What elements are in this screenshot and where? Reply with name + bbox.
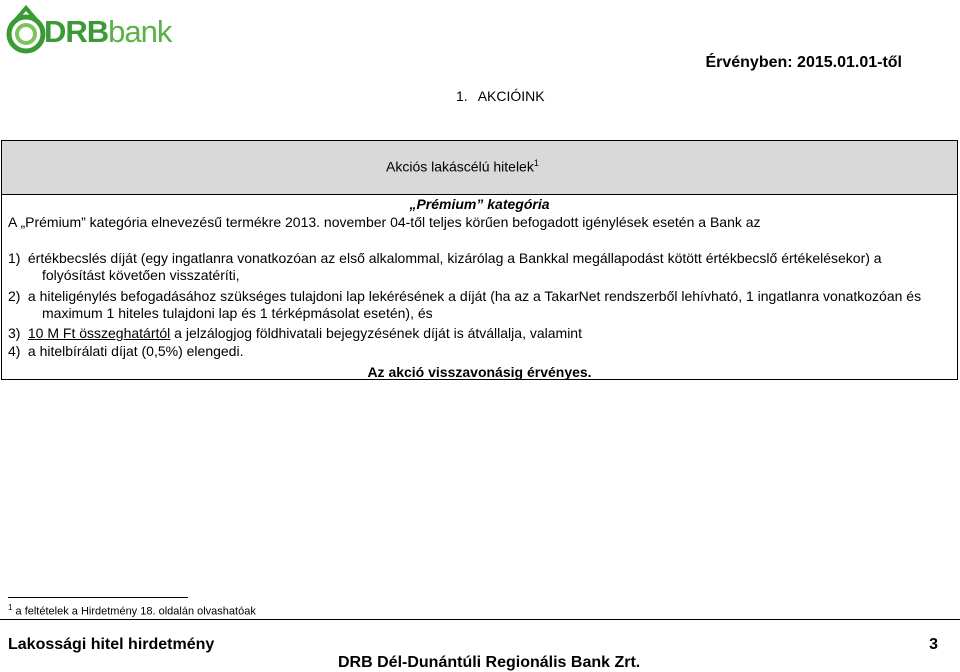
section-title: AKCIÓINK	[477, 88, 545, 104]
list-item	[8, 249, 882, 267]
list-item-continuation: folyósítást követően visszatéríti,	[42, 267, 240, 283]
promotion-box-header	[2, 141, 957, 195]
list-item	[8, 342, 243, 360]
footer-bank-name: DRB Dél-Dunántúli Regionális Bank Zrt.	[338, 654, 641, 671]
valid-from: Érvényben: 2015.01.01-től	[705, 54, 902, 71]
footnote	[8, 603, 256, 618]
item-text: értékbecslés díját (egy ingatlanra vonatkozóan az első alkalommal, kizárólag a Bankkal megállapodást kötött értékbecslő értékelésekor) a	[27, 250, 882, 266]
logo-emblem-icon	[6, 2, 46, 64]
intro-text: A „Prémium” kategória elnevezésű termékre 2013. november 04-től teljes körűen befogadott igénylések esetén a Bank az	[8, 214, 761, 230]
footer-page-number: 3	[929, 636, 938, 653]
logo-bank: bank	[108, 14, 172, 49]
item-text: a jelzálogjog földhivatali bejegyzésének díját is átvállalja, valamint	[170, 325, 582, 341]
list-item-continuation: maximum 1 hiteles tulajdoni lap és 1 térképmásolat esetén), és	[42, 305, 433, 321]
item-number: 2)	[8, 288, 21, 304]
promotion-box	[1, 140, 958, 380]
footer-document-name: Lakossági hitel hirdetmény	[8, 636, 215, 653]
logo-wordmark	[44, 14, 171, 50]
validity-note: Az akció visszavonásig érvényes.	[367, 364, 592, 380]
logo-drb: DRB	[44, 14, 109, 49]
item-number: 1)	[8, 250, 21, 266]
item-number: 3)	[8, 325, 21, 341]
footnote-text: a feltételek a Hirdetmény 18. oldalán olvashatóak	[15, 605, 256, 618]
footer-divider	[0, 619, 960, 620]
promotion-title-text: Akciós lakáscélú hitelek	[386, 158, 534, 175]
drb-bank-logo	[6, 0, 172, 70]
item-underlined-text: 10 M Ft összeghatártól	[27, 325, 171, 341]
footnote-ref: 1	[533, 158, 539, 168]
item-number: 4)	[8, 343, 21, 359]
promotion-title	[386, 158, 539, 175]
item-text: a hitelbírálati díjat (0,5%) elengedi.	[27, 343, 244, 359]
item-text: a hiteligénylés befogadásához szükséges tulajdoni lap lekérésének a díját (ha az a TakarNet rendszerből lehívható, 1 ingatlanra vonatkozóan és	[27, 288, 922, 304]
footnote-number: 1	[8, 603, 13, 612]
category-subtitle: „Prémium” kategória	[409, 196, 550, 212]
section-number: 1.	[456, 88, 468, 104]
list-item	[8, 287, 921, 305]
list-item	[8, 324, 582, 342]
footnote-divider	[8, 597, 188, 598]
section-heading	[456, 88, 545, 104]
